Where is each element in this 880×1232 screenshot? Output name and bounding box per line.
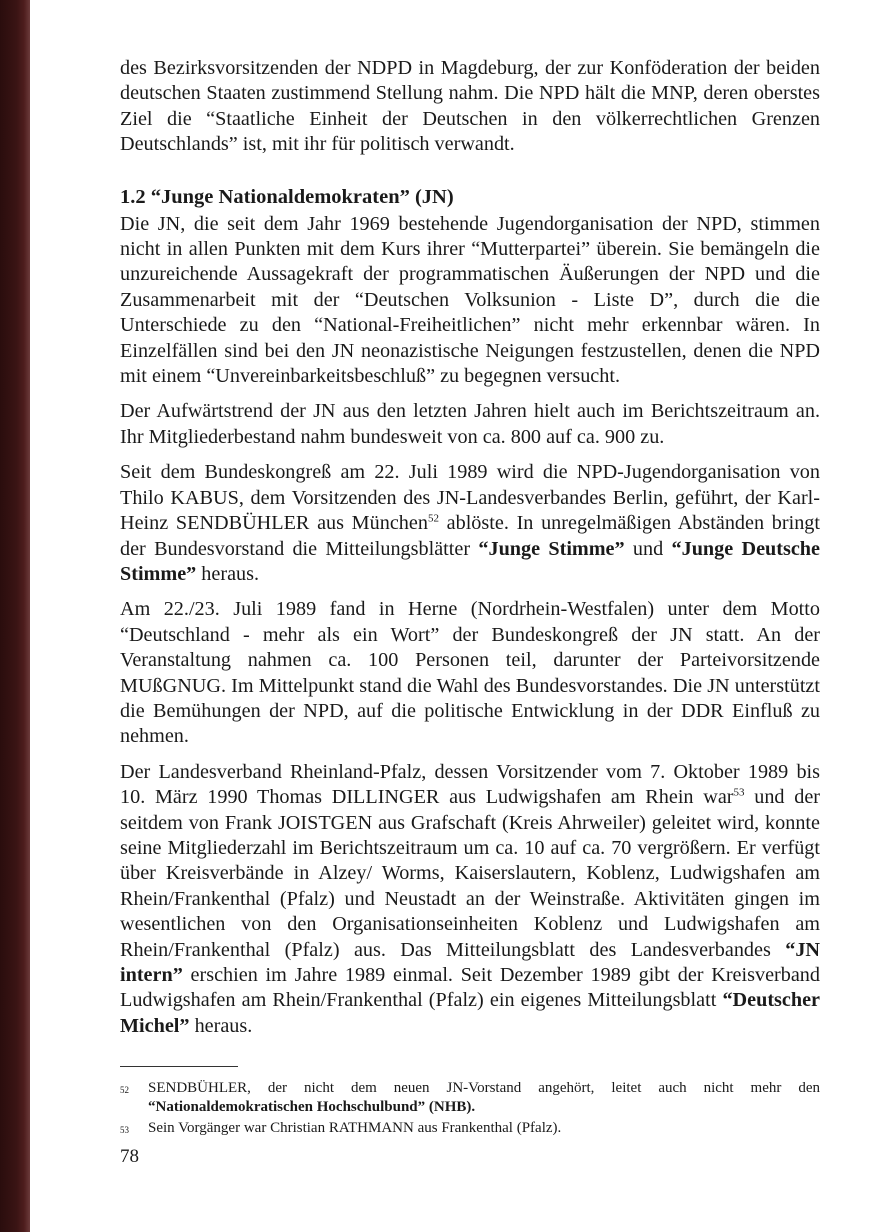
title-junge-stimme: “Junge Stimme” bbox=[478, 537, 625, 560]
paragraph-5-text-a: Der Landesverband Rheinland-Pfalz, dessen Vorsitzender vom 7. Oktober 1989 bis 10. März 1990 Thomas DILLINGER aus Ludwigshafen am Rhein war bbox=[120, 760, 820, 809]
paragraph-5-text-c: erschien im Jahre 1989 einmal. Seit Dezember 1989 gibt der Kreisverband Ludwigshafen am Rhein/Frankenthal (Pfalz) ein eigenes Mitteilungsblatt bbox=[120, 964, 820, 1012]
paragraph-2: Der Aufwärtstrend der JN aus den letzten Jahren hielt auch im Berichtszeitraum an. Ihr Mitgliederbestand nahm bundesweit von ca. 800 auf ca. 900 zu. bbox=[120, 400, 820, 448]
footnote-text bbox=[148, 1079, 820, 1117]
paragraph-3-text-b: ablöste. In unregelmäßigen Abständen bringt der Bundesvorstand die Mitteilungsblätter bbox=[120, 512, 820, 560]
paragraph-3-text-d: heraus. bbox=[196, 562, 260, 585]
footnote-divider bbox=[120, 1066, 238, 1067]
title-jn-intern: “JN intern” bbox=[120, 938, 820, 986]
footnote-53 bbox=[120, 1119, 820, 1140]
paragraph-3 bbox=[120, 460, 820, 587]
footnote-number: 52 bbox=[120, 1085, 129, 1095]
footnote-text: Sein Vorgänger war Christian RATHMANN aus Frankenthal (Pfalz). bbox=[148, 1120, 562, 1136]
title-junge-deutsche-stimme: “Junge Deutsche Stimme” bbox=[120, 537, 820, 585]
footnotes bbox=[120, 1066, 820, 1142]
paragraph-3-text-c: und bbox=[624, 537, 672, 560]
footnote-ref-53[interactable]: 53 bbox=[733, 786, 745, 799]
footnote-ref-52[interactable]: 52 bbox=[427, 512, 439, 525]
section-heading: 1.2 “Junge Nationaldemokraten” (JN) bbox=[120, 185, 454, 208]
footnote-text-bold: “Nationaldemokratischen Hochschulbund” (NHB). bbox=[148, 1099, 476, 1115]
book-binding-edge bbox=[0, 0, 30, 1232]
footnote-52 bbox=[120, 1079, 820, 1117]
paragraph-5 bbox=[120, 760, 820, 1039]
page-number: 78 bbox=[120, 1146, 139, 1167]
paragraph-3-text-a: Seit dem Bundeskongreß am 22. Juli 1989 wird die NPD-Jugendorganisation von Thilo KABUS, dem Vorsitzenden des JN-Landesverbandes Berlin, geführt, der Karl-Heinz SENDBÜHLER aus München bbox=[120, 461, 820, 535]
paragraph-5-text-b: und der seitdem von Frank JOISTGEN aus Grafschaft (Kreis Ahrweiler) geleitet wird, konnte seine Mitgliederzahl im Berichtszeitraum um ca. 10 auf ca. 70 vergrößern. Er verfügt über Kreisverbände in Alzey/ Worms, Kaiserslautern, Koblenz, Ludwigshafen am Rhein/Frankenthal (Pfalz) und Neustadt an der Weinstraße. Aktivitäten gingen im wesentlichen von den Organisationseinheiten Koblenz und Ludwigshafen am Rhein/Frankenthal (Pfalz) aus. Das Mitteilungsblatt des Landesverbandes bbox=[120, 786, 821, 961]
paragraph-4: Am 22./23. Juli 1989 fand in Herne (Nordrhein-Westfalen) unter dem Motto “Deutschland - mehr als ein Wort” der Bundeskongreß der JN statt. An der Veranstaltung nahmen ca. 100 Personen teil, darunter der Parteivorsitzende MUßGNUG. Im Mittelpunkt stand die Wahl des Bundesvorstandes. Die JN unterstützt die Bemühungen der NPD, auf die politische Entwicklung in der DDR Einfluß zu nehmen. bbox=[120, 598, 820, 748]
footnote-text-plain: SENDBÜHLER, der nicht dem neuen JN-Vorstand angehört, leitet auch nicht mehr den bbox=[148, 1080, 820, 1096]
paragraph-intro: des Bezirksvorsitzenden der NDPD in Magdeburg, der zur Konföderation der beiden deutschen Staaten zustimmend Stellung nahm. Die NPD hält die MNP, deren oberstes Ziel die “Staatliche Einheit der Deutschen in den völkerrechtlichen Grenzen Deutschlands” ist, mit ihr für politisch verwandt. bbox=[120, 57, 820, 156]
paragraph-5-text-d: heraus. bbox=[189, 1014, 253, 1037]
footnote-number: 53 bbox=[120, 1125, 129, 1135]
page-body bbox=[120, 56, 820, 1049]
paragraph-1: Die JN, die seit dem Jahr 1969 bestehende Jugendorganisation der NPD, stimmen nicht in allen Punkten mit dem Kurs ihrer “Mutterpartei” überein. Sie bemängeln die unzureichende Aussagekraft der programmatischen Äußerungen der NPD und die Zusammenarbeit mit der “Deutschen Volksunion - Liste D”, durch die die Unterschiede zu den “National-Freiheitlichen” nicht mehr erkennbar wären. In Einzelfällen sind bei den JN neonazistische Neigungen festzustellen, denen die NPD mit einem “Unvereinbarkeitsbeschluß” zu begegnen versucht. bbox=[120, 212, 820, 388]
title-deutscher-michel: “Deutscher Michel” bbox=[120, 989, 820, 1037]
